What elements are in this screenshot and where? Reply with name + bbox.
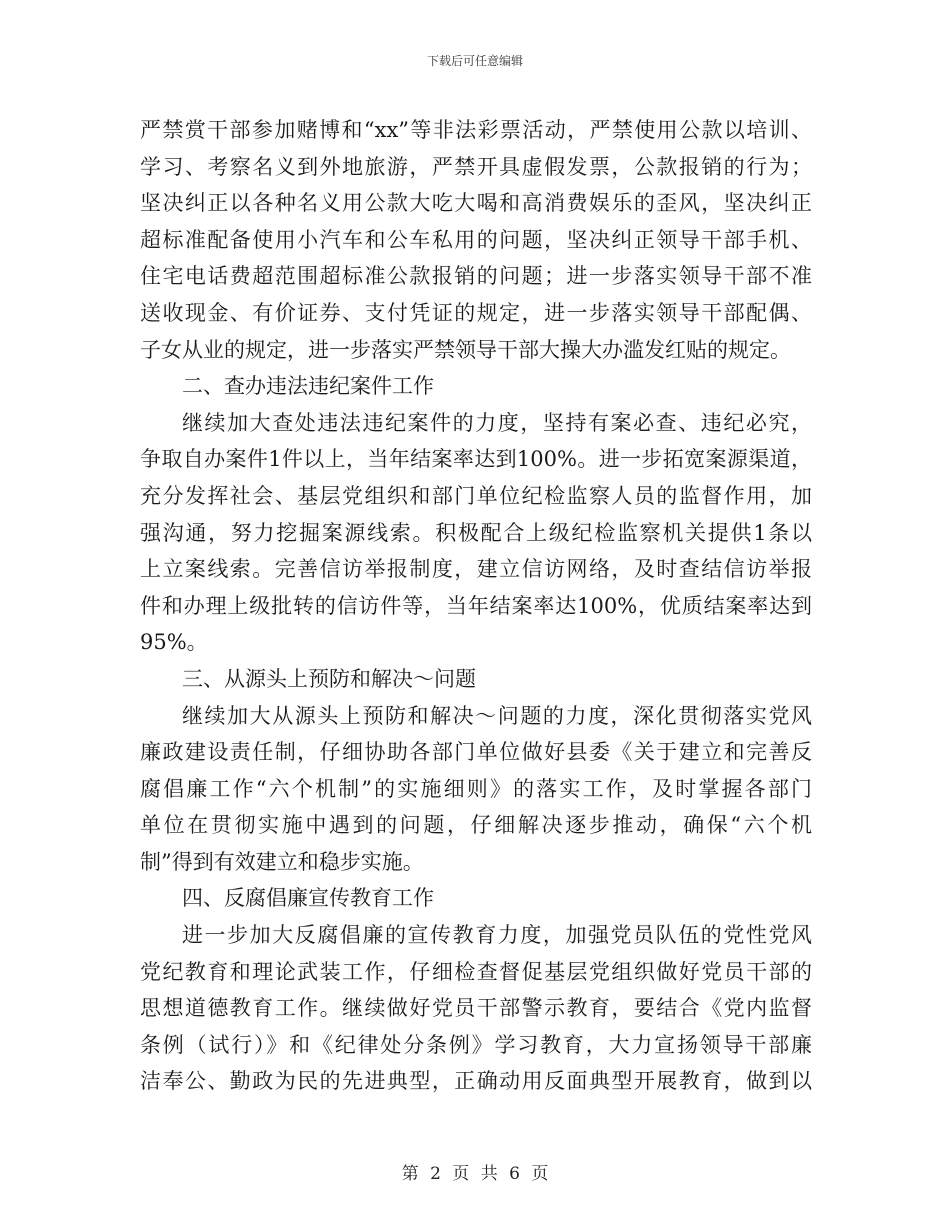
text-line: 严禁赏干部参加赌博和“xx”等非法彩票活动，严禁使用公款以培训、 [140, 118, 812, 142]
text-line: 子女从业的规定，进一步落实严禁领导干部大操大办滥发红贴的规定。 [140, 337, 791, 362]
text-line: 充分发挥社会、基层党组织和部门单位纪检监察人员的监督作用，加 [140, 483, 812, 508]
section-heading [140, 880, 812, 917]
text-line: 廉政建设责任制，仔细协助各部门单位做好县委《关于建立和完善反 [140, 740, 812, 765]
text-line: 95%。 [140, 630, 208, 655]
section-heading-text: 二、查办违法违纪案件工作 [182, 374, 434, 399]
paragraph [140, 112, 812, 368]
text-line: 洁奉公、勤政为民的先进典型，正确动用反面典型开展教育，做到以 [140, 1069, 812, 1094]
text-line: 党纪教育和理论武装工作，仔细检查督促基层党组织做好党员干部的 [140, 959, 812, 984]
text-line: 制”得到有效建立和稳步实施。 [140, 849, 424, 874]
page-header-note: 下载后可任意编辑 [426, 54, 523, 68]
text-line: 继续加大从源头上预防和解决～问题的力度，深化贯彻落实党风 [182, 703, 812, 728]
text-line: 单位在贯彻实施中遇到的问题，仔细解决逐步推动，确保“六个机 [140, 813, 812, 838]
text-line: 送收现金、有价证券、支付凭证的规定，进一步落实领导干部配偶、 [140, 300, 812, 325]
paragraph [140, 405, 812, 661]
text-line: 条例（试行）》和《纪律处分条例》学习教育，大力宣扬领导干部廉 [140, 1032, 812, 1057]
text-line: 件和办理上级批转的信访件等，当年结案率达100%，优质结案率达到 [140, 593, 812, 618]
paragraph [140, 917, 812, 1100]
section-heading [140, 368, 812, 405]
text-line: 超标准配备使用小汽车和公车私用的问题，坚决纠正领导干部手机、 [140, 227, 812, 252]
text-line: 争取自办案件1件以上，当年结案率达到100%。进一步拓宽案源渠道， [140, 447, 812, 472]
section-heading [140, 661, 812, 698]
document-body [140, 112, 812, 1100]
text-line: 住宅电话费超范围超标准公款报销的问题；进一步落实领导干部不准 [140, 264, 812, 289]
text-line: 坚决纠正以各种名义用公款大吃大喝和高消费娱乐的歪风，坚决纠正 [140, 191, 812, 216]
page-number: 第 2 页 共 6 页 [401, 1164, 549, 1184]
text-line: 学习、考察名义到外地旅游，严禁开具虚假发票，公款报销的行为； [140, 154, 812, 179]
paragraph [140, 698, 812, 881]
text-line: 思想道德教育工作。继续做好党员干部警示教育，要结合《党内监督 [140, 996, 812, 1021]
text-line: 进一步加大反腐倡廉的宣传教育力度，加强党员队伍的党性党风 [182, 923, 812, 948]
section-heading-text: 三、从源头上预防和解决～问题 [182, 666, 476, 691]
text-line: 继续加大查处违法违纪案件的力度，坚持有案必查、违纪必究， [182, 410, 812, 435]
text-line: 强沟通，努力挖掘案源线索。积极配合上级纪检监察机关提供1条以 [140, 520, 812, 545]
text-line: 腐倡廉工作“六个机制”的实施细则》的落实工作，及时掌握各部门 [140, 776, 812, 801]
section-heading-text: 四、反腐倡廉宣传教育工作 [182, 886, 434, 911]
text-line: 上立案线索。完善信访举报制度，建立信访网络，及时查结信访举报 [140, 557, 812, 582]
